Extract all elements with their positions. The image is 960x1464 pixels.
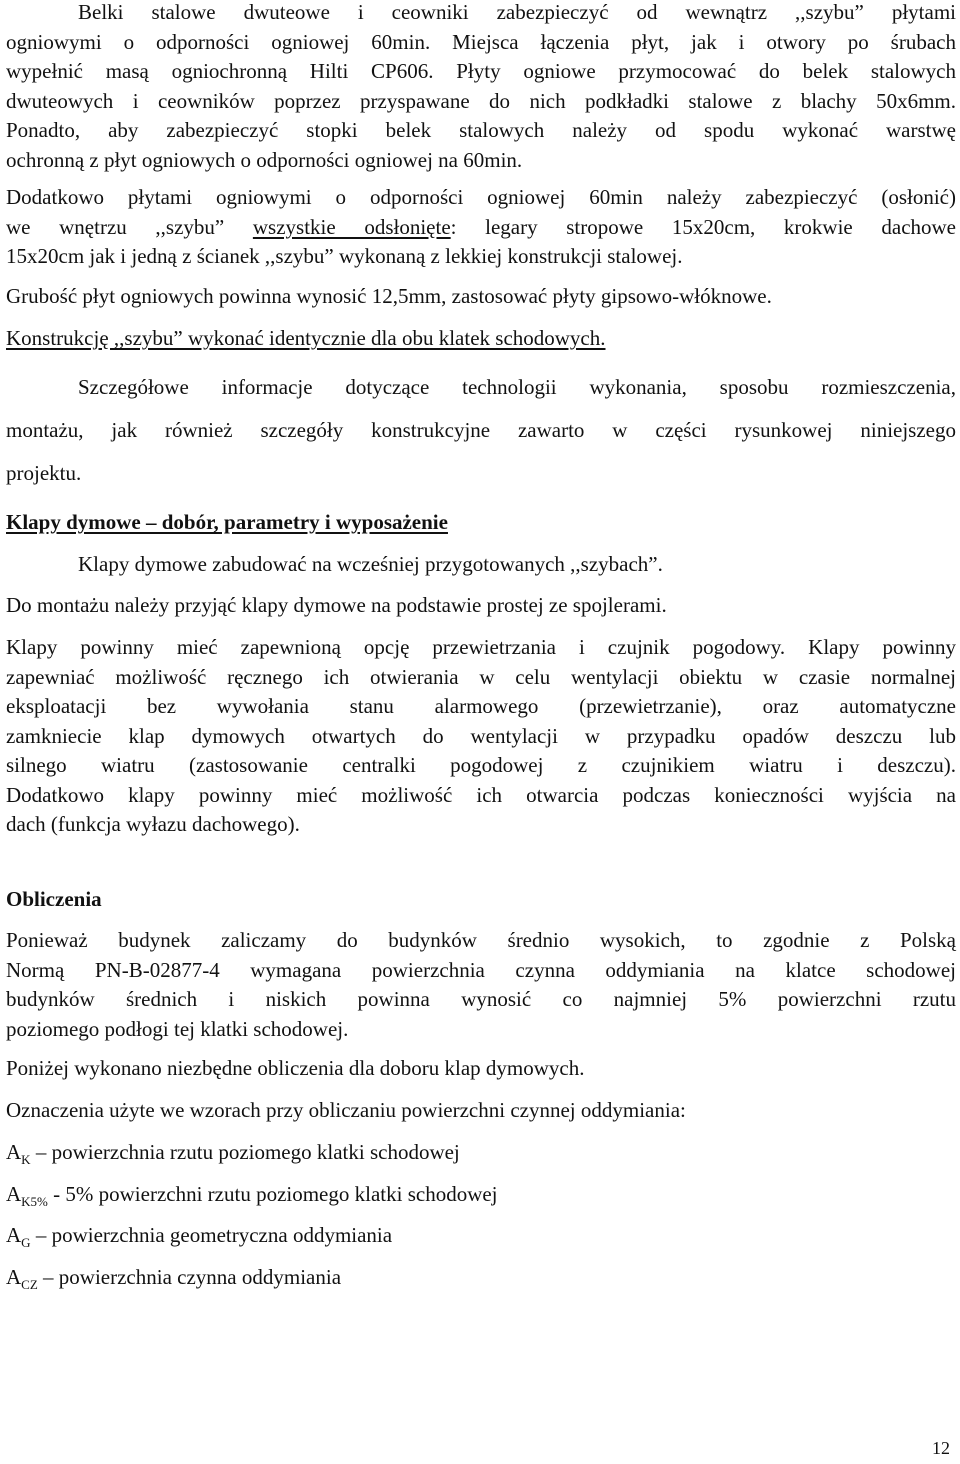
symbol-description: – powierzchnia rzutu poziomego klatki schodowej xyxy=(30,1140,460,1164)
text-segment: we wnętrzu ,,szybu” xyxy=(6,214,253,239)
paragraph-smoke-vents-installation xyxy=(6,550,956,580)
text-line: Dodatkowo klapy powinny mieć możliwość ich otwarcia podczas konieczności wyjścia na xyxy=(6,782,956,807)
text-line: Poniżej wykonano niezbędne obliczenia dla doboru klap dymowych. xyxy=(6,1056,585,1080)
paragraph-details-reference xyxy=(6,366,956,495)
symbol-base: A xyxy=(6,1140,22,1164)
symbol-definition-ag xyxy=(6,1221,392,1252)
symbol-description: – powierzchnia czynna oddymiania xyxy=(37,1265,342,1289)
paragraph-smoke-vents-requirements xyxy=(6,633,956,840)
paragraph-notation-intro xyxy=(6,1096,956,1126)
text-line: dwuteowych i ceowników poprzez przyspawane do nich podkładki stalowe z blachy 50x6mm. xyxy=(6,88,956,113)
text-line: wypełnić masą ogniochronną Hilti CP606. Płyty ogniowe przymocować do belek stalowych xyxy=(6,59,956,83)
text-line: ogniowymi o odporności ogniowej 60min. Miejsca łączenia płyt, jak i otwory po śrubach xyxy=(6,29,956,54)
symbol-subscript: K xyxy=(21,1152,31,1167)
paragraph-board-thickness xyxy=(6,282,956,312)
section-heading-smoke-vents: Klapy dymowe – dobór, parametry i wyposażenie xyxy=(6,510,448,534)
text-line: Oznaczenia użyte we wzorach przy obliczaniu powierzchni czynnej oddymiania: xyxy=(6,1098,686,1122)
paragraph-additional-protection xyxy=(6,183,956,272)
text-line: poziomego podłogi tej klatki schodowej. xyxy=(6,1016,349,1041)
text-line: montażu, jak również szczegóły konstrukcyjne zawarto w części rysunkowej niniejszego xyxy=(6,418,956,442)
text-line: Dodatkowo płytami ogniowymi o odporności ogniowej 60min należy zabezpieczyć (osłonić) xyxy=(6,185,956,209)
text-line: eksploatacji bez wywołania stanu alarmowego (przewietrzanie), oraz automatyczne xyxy=(6,694,956,718)
symbol-base: A xyxy=(6,1182,22,1206)
text-line: Klapy dymowe zabudować na wcześniej przygotowanych ,,szybach”. xyxy=(78,552,663,576)
page-number: 12 xyxy=(932,1438,950,1458)
symbol-description: – powierzchnia geometryczna oddymiania xyxy=(30,1223,393,1247)
section-heading-calculations: Obliczenia xyxy=(6,887,102,911)
symbol-base: A xyxy=(6,1223,22,1247)
text-line: Normą PN-B-02877-4 wymagana powierzchnia czynna oddymiania na klatce schodowej xyxy=(6,957,956,982)
symbol-base: A xyxy=(6,1265,22,1289)
text-line: Szczegółowe informacje dotyczące technologii wykonania, sposobu rozmieszczenia, xyxy=(78,375,956,399)
text-line: Belki stalowe dwuteowe i ceowniki zabezpieczyć od wewnątrz ,,szybu” płytami xyxy=(78,0,956,24)
text-line: dach (funkcja wyłazu dachowego). xyxy=(6,812,300,836)
text-line: zamkniecie klap dymowych otwartych do wentylacji w przypadku opadów deszczu lub xyxy=(6,723,956,748)
paragraph-shaft-construction xyxy=(6,324,956,354)
text-line: zapewniać możliwość ręcznego ich otwierania w celu wentylacji obiektu w czasie normalnej xyxy=(6,664,956,689)
text-line: silnego wiatru (zastosowanie centralki pogodowej z czujnikiem wiatru i deszczu). xyxy=(6,753,956,777)
paragraph-smoke-vents-type xyxy=(6,591,956,621)
text-line: ochronną z płyt ogniowych o odporności ogniowej na 60min. xyxy=(6,147,523,172)
text-line: Do montażu należy przyjąć klapy dymowe na podstawie prostej ze spojlerami. xyxy=(6,593,667,617)
text-line: Ponieważ budynek zaliczamy do budynków średnio wysokich, to zgodnie z Polską xyxy=(6,928,956,952)
paragraph-calculations-below xyxy=(6,1054,956,1084)
text-line: projektu. xyxy=(6,461,82,485)
paragraph-fire-protection-beams xyxy=(6,0,956,175)
symbol-definition-acz xyxy=(6,1263,341,1294)
symbol-subscript: G xyxy=(21,1235,31,1250)
paragraph-calculations-intro xyxy=(6,926,956,1044)
text-line: Ponadto, aby zabezpieczyć stopki belek stalowych należy od spodu wykonać warstwę xyxy=(6,118,956,142)
symbol-subscript: K5% xyxy=(21,1194,48,1209)
text-line: Grubość płyt ogniowych powinna wynosić 12,5mm, zastosować płyty gipsowo-włóknowe. xyxy=(6,284,772,308)
text-line: 15x20cm jak i jedną z ścianek ,,szybu” wykonaną z lekkiej konstrukcji stalowej. xyxy=(6,244,683,268)
underlined-text: wszystkie odsłonięte xyxy=(252,214,451,239)
symbol-description: - 5% powierzchni rzutu poziomego klatki schodowej xyxy=(47,1182,498,1206)
underlined-text-line: Konstrukcję ,,szybu” wykonać identycznie dla obu klatek schodowych. xyxy=(6,326,606,350)
text-segment: : legary stropowe 15x20cm, krokwie dachowe xyxy=(450,214,957,239)
text-line xyxy=(6,213,956,243)
text-line: budynków średnich i niskich powinna wynosić co najmniej 5% powierzchni rzutu xyxy=(6,987,956,1011)
symbol-definition-ak xyxy=(6,1138,460,1169)
symbol-definition-ak5 xyxy=(6,1180,498,1211)
symbol-subscript: CZ xyxy=(21,1277,38,1292)
text-line: Klapy powinny mieć zapewnioną opcję przewietrzania i czujnik pogodowy. Klapy powinny xyxy=(6,635,956,659)
